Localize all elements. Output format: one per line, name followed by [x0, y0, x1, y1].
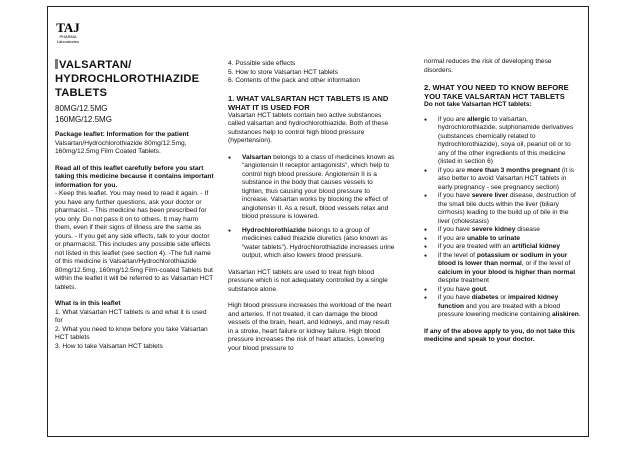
indication-text: Valsartan HCT tablets are used to treat high blood pressure which is not adequately controlled by a single substance alone.: [228, 268, 388, 293]
strengths: [55, 103, 215, 125]
contents-item-4: 4. Possible side effects: [228, 60, 296, 67]
do-not-take-heading: Do not take Valsartan HCT tablets:: [424, 101, 532, 108]
list-item: ● if you are treated with an artificial kidney: [424, 243, 582, 252]
list-item: ● Valsartan belongs to a class of medicines known as “angiotensin II receptor antagonists”, which help to control high blood pressure. Angiotensin II is a substance in the body that causes vessels to tighten, thus causing your blood pressure to increase. Valsartan works by blocking the effect of angiotensin II. As a result, blood vessels relax and blood pressure is lowered.: [228, 154, 396, 222]
section-1-intro: Valsartan HCT tablets contain two active substances called valsartan and hydrochlorothiazide. Both of these substances help to control high blood pressure (hypertension).: [228, 111, 389, 144]
read-warning: Read all of this leaflet carefully before you start taking this medicine because it contains important information for you.: [55, 164, 214, 189]
contents-item-2: 2. What you need to know before you take Valsartan HCT tablets: [55, 325, 208, 341]
list-item: ● if you have diabetes or impaired kidney function and you are treated with a blood pressure lowering medicine containing aliskiren.: [424, 294, 582, 320]
logo-sub: PHARMA: [59, 34, 77, 39]
list-item: ● Hydrochlorothiazide belongs to a group of medicines called thiazide diuretics (also known as “water tablets”). Hydrochlorothiazide increases urine output, which also lowers blood pressure.: [228, 227, 396, 261]
leaflet-text: Valsartan/Hydrochlorothiazide 80mg/12.5mg, 160mg/12.5mg Film Coated Tablets.: [55, 139, 187, 155]
company-logo: [55, 22, 81, 44]
title-line-2: HYDROCHLOROTHIAZIDE: [55, 73, 200, 85]
contents-heading: What is in this leaflet: [55, 300, 121, 307]
list-item: ● if you are unable to urinate: [424, 235, 582, 244]
strength-1: 80MG/12.5MG: [55, 104, 108, 113]
list-item: ● if you have severe kidney disease: [424, 226, 582, 235]
column-2: [228, 60, 396, 353]
active-substance-list: [228, 154, 396, 261]
logo-tagline: Laboratories: [56, 39, 80, 44]
column-3: [424, 58, 582, 345]
continued-text: normal reduces the risk of developing these disorders.: [424, 58, 552, 74]
read-instructions: - Keep this leaflet. You may need to read it again. - If you have any further questions, ask your doctor or pharmacist. - This medicine has been prescribed for you only. Do not pass it on to others. It may harm them, even if their signs of illness are the same as yours. - If you get any side effects, talk to your doctor or pharmacist. This includes any possible side effects not listed in this leaflet (see section 4). -The full name of this medicine is Valsartan/Hydrochlorothiazide 80mg/12.5mg, 160mg/12.5mg Film-coated Tablets but within the leaflet it will be referred to as Valsartan HCT tablets.: [55, 190, 214, 291]
closing-warning: If any of the above apply to you, do not take this medicine and speak to your doctor.: [424, 327, 575, 343]
list-item: ● if you are more than 3 months pregnant (it is also better to avoid Valsartan HCT tablets in early pregnancy - see pregnancy section): [424, 167, 582, 193]
contents-item-1: 1. What Valsartan HCT tablets is and what it is used for: [55, 308, 207, 324]
title-line-3: TABLETS: [55, 87, 108, 99]
leaflet-heading: Package leaflet: Information for the patient: [55, 131, 189, 138]
list-item: ● if you have severe liver disease, destruction of the small bile ducts within the liver (biliary cirrhosis) leading to the build up of bile in the liver (cholestasis): [424, 192, 582, 226]
column-1: [55, 58, 215, 351]
contents-item-3: 3. How to take Valsartan HCT tablets: [55, 342, 163, 350]
list-item: ● if you are allergic to valsartan, hydrochlorothiazide, sulphonamide derivatives (substances chemically related to hydrochlorothiazide), soya oil, peanut oil or to any of the other ingredients of this medicine (listed in section 6): [424, 116, 582, 167]
list-item: ● if the level of potassium or sodium in your blood is lower than normal, or if the level of calcium in your blood is higher than normal despite treatment: [424, 252, 582, 286]
title-line-1: VALSARTAN/: [59, 59, 132, 71]
product-title: [55, 58, 215, 100]
section-2-heading: 2. WHAT YOU NEED TO KNOW BEFORE YOU TAKE VALSARTAN HCT TABLETS: [424, 83, 569, 101]
title-marker: [55, 59, 58, 69]
contraindication-list: [424, 116, 582, 320]
section-1-heading: 1. WHAT VALSARTAN HCT TABLETS IS AND WHAT IT IS USED FOR: [228, 93, 389, 112]
blood-pressure-text: High blood pressure increases the workload of the heart and arteries. If not treated, it can damage the blood vessels of the brain, heart, and kidneys, and may result in a stroke, heart failure or kidney failure. High blood pressure increases the risk of heart attacks. Lowering your blood pressure to: [228, 302, 392, 352]
strength-2: 160MG/12.5MG: [55, 115, 112, 124]
logo-word: TAJ: [56, 20, 80, 35]
contents-item-6: 6. Contents of the pack and other information: [228, 77, 360, 84]
list-item: ● if you have gout.: [424, 286, 582, 295]
contents-item-5: 5. How to store Valsartan HCT tablets: [228, 68, 339, 76]
